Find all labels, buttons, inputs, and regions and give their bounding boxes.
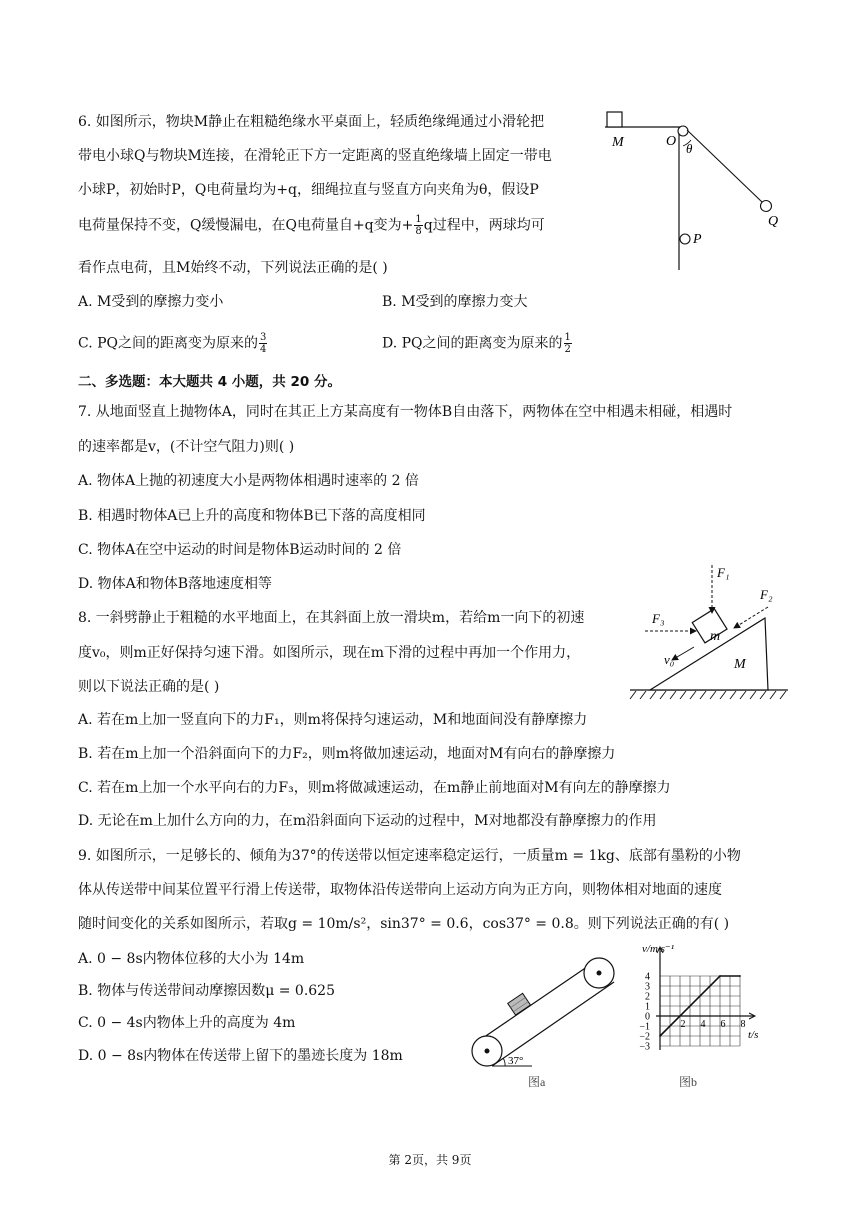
x-tick-label: 8 — [740, 1019, 746, 1030]
q7-option-d: D. 物体A和物体B落地速度相等 — [78, 576, 273, 592]
q6-line-4-tail: q过程中，两球均可 — [423, 217, 545, 234]
section-heading-multiple-choice: 二、多选题：本大题共 4 小题，共 20 分。 — [78, 374, 341, 390]
y-tick-label: −1 — [639, 1021, 650, 1033]
q8-option-c: C. 若在m上加一个水平向右的力F₃，则m将做减速运动，在m静止前地面对M有向左的静摩擦力 — [78, 780, 671, 796]
label-p: P — [693, 232, 702, 247]
label-angle-37: 37° — [508, 1055, 524, 1067]
fraction-numerator: 1 — [564, 332, 571, 343]
chart-y-axis-label: v/m·s⁻¹ — [642, 943, 675, 955]
q7-option-b: B. 相遇时物体A已上升的高度和物体B已下落的高度相同 — [78, 508, 426, 524]
ball-p — [680, 234, 690, 244]
label-big-m: M — [734, 657, 746, 672]
chart-grid — [660, 976, 740, 1046]
q8-line-1: 8. 一斜劈静止于粗糙的水平地面上，在其斜面上放一滑块m，若给m一向下的初速 — [78, 610, 585, 626]
q9-option-b: B. 物体与传送带间动摩擦因数μ = 0.625 — [78, 983, 335, 999]
q8-option-b: B. 若在m上加一个沿斜面向下的力F₂，则m将做加速运动，地面对M有向右的静摩擦力 — [78, 746, 616, 762]
q8-figure — [630, 563, 790, 703]
q9-line-1: 9. 如图所示，一足够长的、倾角为37°的传送带以恒定速率稳定运行，一质量m = 1kg、底部有墨粉的小物 — [78, 848, 741, 864]
caption-fig-b: 图b — [679, 1075, 698, 1089]
small-object — [508, 993, 531, 1015]
y-tick-label: 4 — [645, 971, 650, 983]
series-point — [719, 975, 721, 977]
q7-line-2: 的速率都是v，(不计空气阻力)则( ) — [78, 439, 295, 455]
series-point — [659, 1035, 661, 1037]
pulley — [678, 126, 688, 136]
y-tick-label: 0 — [645, 1011, 650, 1023]
q9-figure-b — [624, 940, 774, 1090]
fraction-one-eighth — [414, 214, 422, 237]
fraction-one-half — [564, 332, 572, 355]
page-footer: 第 2页，共 9页 — [388, 1153, 472, 1167]
label-f2: F₂ — [760, 587, 773, 602]
label-q: Q — [768, 214, 779, 229]
series-point — [739, 975, 741, 977]
q9-line-3: 随时间变化的关系如图所示，若取g = 10m/s²，sin37° = 0.6，cos37° = 0.8。则下列说法正确的有( ) — [78, 916, 730, 932]
label-small-m: m — [710, 629, 721, 644]
q6-figure — [600, 108, 800, 273]
q8-option-d: D. 无论在m上加什么方向的力，在m沿斜面向下运动的过程中，M对地都没有静摩擦力的作用 — [78, 813, 657, 829]
q6-option-c-text: C. PQ之间的距离变为原来的 — [78, 335, 259, 352]
rope — [687, 130, 762, 202]
label-f1: F₁ — [717, 565, 730, 580]
velocity-v0-arrow — [672, 647, 694, 660]
label-f3: F₃ — [652, 611, 665, 626]
y-tick-label: 1 — [645, 1001, 650, 1013]
q6-option-d-text: D. PQ之间的距离变为原来的 — [382, 335, 563, 352]
q7-line-1: 7. 从地面竖直上抛物体A，同时在其正上方某高度有一物体B自由落下，两物体在空中相遇未相碰，相遇时 — [78, 404, 733, 420]
block-m — [607, 112, 622, 127]
fraction-three-quarters — [259, 332, 267, 355]
y-tick-label: 3 — [645, 981, 650, 993]
fraction-numerator: 1 — [415, 214, 422, 225]
y-tick-label: −3 — [639, 1041, 650, 1053]
q6-option-a: A. M受到的摩擦力变小 — [78, 294, 224, 310]
q6-line-4 — [78, 214, 545, 237]
q8-option-a: A. 若在m上加一竖直向下的力F₁，则m将保持匀速运动，M和地面间没有静摩擦力 — [78, 712, 588, 728]
q6-option-d — [382, 332, 573, 355]
q9-line-2: 体从传送带中间某位置平行滑上传送带，取物体沿传送带向上运动方向为正方向，则物体相对地面的速度 — [78, 882, 722, 898]
x-tick-label: 4 — [700, 1019, 706, 1030]
q6-option-b: B. M受到的摩擦力变大 — [382, 294, 528, 310]
q9-option-a: A. 0 − 8s内物体位移的大小为 14m — [78, 951, 305, 967]
q7-option-a: A. 物体A上抛的初速度大小是两物体相遇时速率的 2 倍 — [78, 473, 419, 489]
q6-line-4-head: 电荷量保持不变，Q缓慢漏电，在Q电荷量自+q变为+ — [78, 217, 414, 234]
q8-line-3: 则以下说法正确的是( ) — [78, 679, 220, 695]
chart-x-axis-label: t/s — [748, 1029, 759, 1041]
q9-option-d: D. 0 − 8s内物体在传送带上留下的墨迹长度为 18m — [78, 1048, 403, 1064]
y-tick-label: −2 — [639, 1031, 650, 1043]
ball-q — [761, 201, 772, 212]
x-tick-label: 2 — [680, 1019, 686, 1030]
q9-figure-a — [470, 940, 620, 1090]
y-tick-label: 2 — [645, 991, 650, 1003]
label-v0: v₀ — [664, 652, 675, 667]
fraction-denominator: 4 — [260, 344, 267, 355]
q6-line-5: 看作点电荷，且M始终不动，下列说法正确的是( ) — [78, 260, 388, 276]
q6-line-3: 小球P，初始时P，Q电荷量均为+q，细绳拉直与竖直方向夹角为θ，假设P — [78, 182, 539, 198]
chart-tick-labels — [639, 972, 745, 1053]
q6-line-1: 6. 如图所示，物块M静止在粗糙绝缘水平桌面上，轻质绝缘绳通过小滑轮把 — [78, 114, 545, 130]
fraction-denominator: 2 — [564, 344, 571, 355]
label-m: M — [612, 135, 624, 150]
q8-line-2: 度v₀，则m正好保持匀速下滑。如图所示，现在m下滑的过程中再加一个作用力， — [78, 645, 581, 661]
caption-fig-a: 图a — [528, 1075, 546, 1089]
x-tick-label: 6 — [720, 1019, 726, 1030]
q6-line-2: 带电小球Q与物块M连接，在滑轮正下方一定距离的竖直绝缘墙上固定一带电 — [78, 148, 552, 164]
fraction-numerator: 3 — [260, 332, 267, 343]
q9-option-c: C. 0 − 4s内物体上升的高度为 4m — [78, 1015, 296, 1031]
q7-option-c: C. 物体A在空中运动的时间是物体B运动时间的 2 倍 — [78, 542, 402, 558]
q6-option-c — [78, 332, 268, 355]
label-o: O — [666, 134, 677, 149]
fraction-denominator: 8 — [415, 226, 422, 237]
label-theta: θ — [686, 141, 693, 156]
